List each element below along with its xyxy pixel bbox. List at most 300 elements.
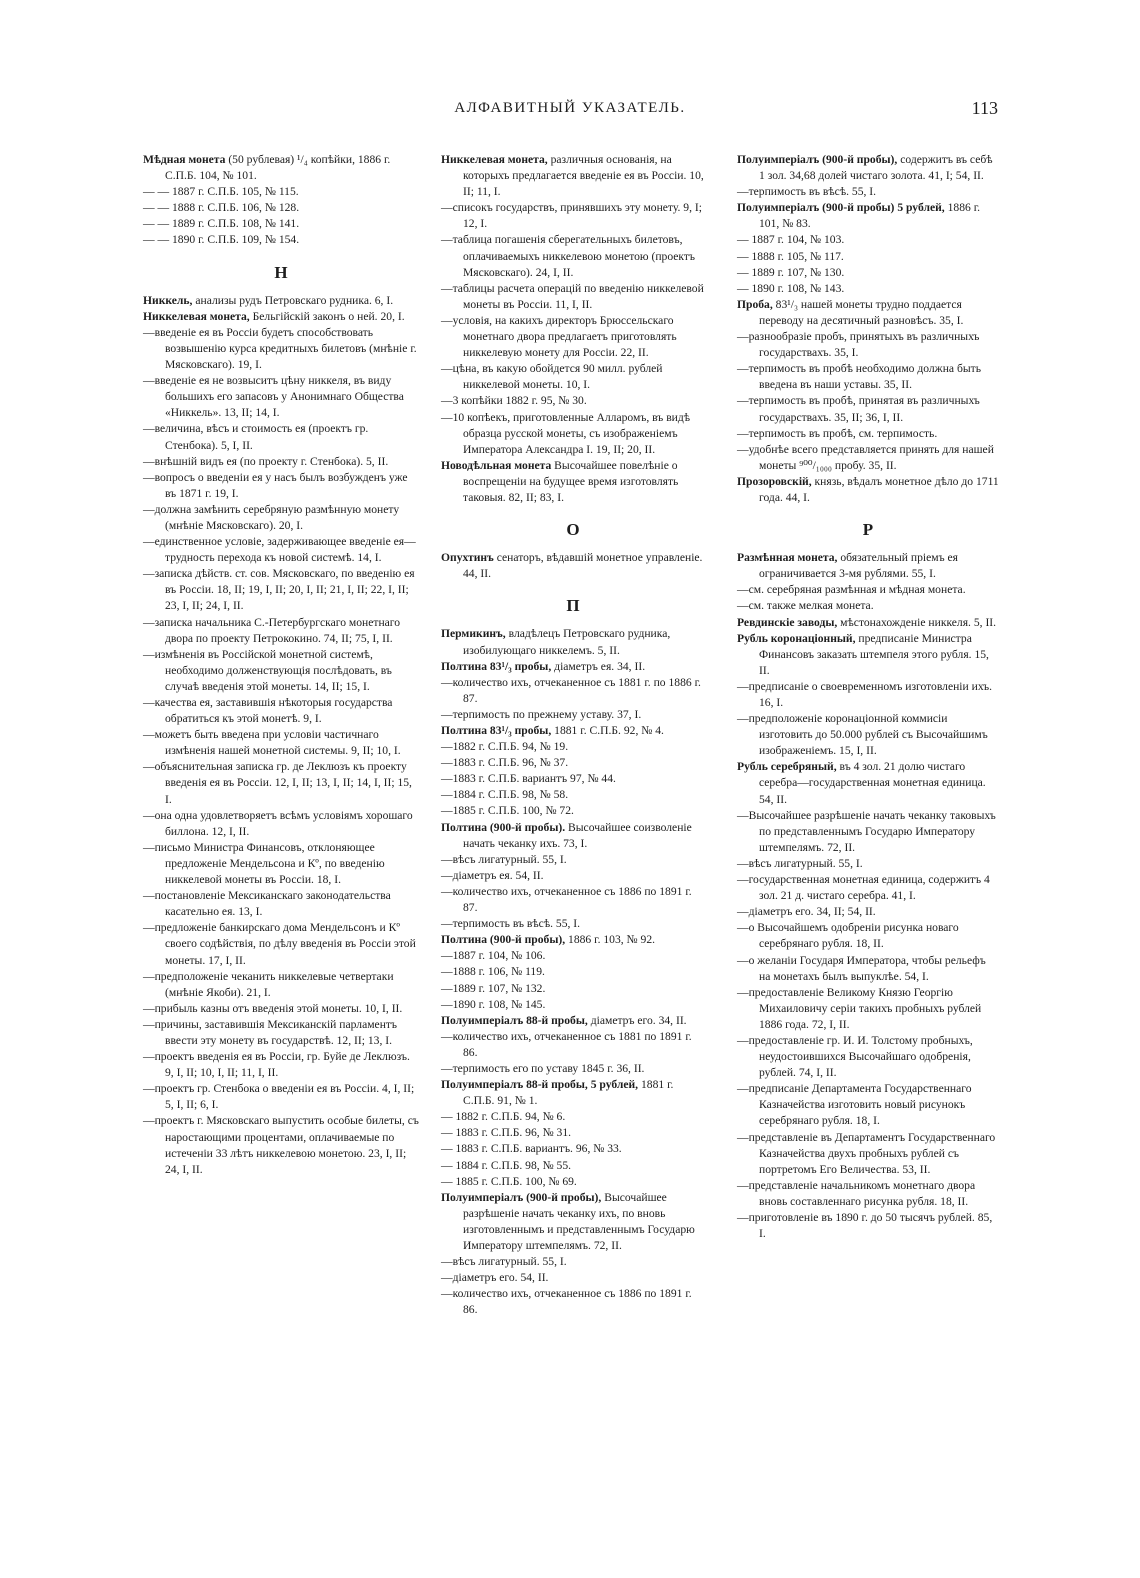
- index-subentry: [441, 948, 705, 964]
- index-subentry: [737, 281, 999, 297]
- dash-marker: —: [737, 583, 749, 597]
- dash-marker: —: [143, 374, 155, 388]
- index-subentry: [143, 470, 419, 502]
- dash-marker: —: [143, 760, 155, 774]
- dash-marker: —: [143, 1114, 155, 1128]
- index-subentry: [737, 426, 999, 442]
- dash-marker: —: [441, 201, 453, 215]
- dash-marker: —: [737, 362, 749, 376]
- index-subentry: [441, 1174, 705, 1190]
- index-subentry: [143, 421, 419, 453]
- entry-text: проектъ гр. Стенбока о введеніи ея въ Россіи. 4, I, II; 5, I, II; 6, I.: [154, 1082, 415, 1112]
- dash-marker: —: [143, 889, 155, 903]
- dash-marker: —: [441, 852, 453, 866]
- running-header: АЛФАВИТНЫЙ УКАЗАТЕЛЬ.: [454, 100, 686, 116]
- dash-marker: —: [441, 884, 453, 898]
- entry-text: 1883 г. С.П.Б. вариантъ 97, № 44.: [452, 772, 616, 786]
- dash-marker: —: [143, 1082, 155, 1096]
- entry-heading: Опухтинъ: [441, 551, 494, 565]
- index-subentry: [737, 808, 999, 856]
- page-number: 113: [971, 98, 998, 118]
- entry-text: письмо Министра Финансовъ, отклоняющее предложеніе Мендельсона и Кº, по введенію никкелевой монеты въ Россіи. 18, I.: [154, 840, 385, 887]
- index-subentry: [441, 1286, 705, 1318]
- entry-heading: Полуимперіалъ 88-й пробы, 5 рублей,: [441, 1078, 639, 1092]
- entry-text: въ 4 зол. 21 долю чистаго серебра—государственная монетная единица. 54, II.: [759, 760, 986, 806]
- index-subentry: [143, 200, 419, 216]
- dash-marker: —: [737, 1082, 749, 1096]
- entry-text: 1883 г. С.П.Б. 96, № 37.: [452, 756, 569, 770]
- entry-text: (50 рублевая) ¹/₄ копѣйки, 1886 г. С.П.Б. 104, № 101.: [165, 153, 391, 183]
- entry-heading: Полтина (900-й пробы),: [441, 933, 566, 947]
- entry-text: Высочайшее соизволеніе начать чеканку ихъ. 73, I.: [463, 820, 692, 850]
- index-subentry: [737, 1178, 999, 1210]
- dash-marker: —: [143, 1050, 155, 1064]
- entry-text: — 1888 г. 105, № 117.: [737, 249, 844, 263]
- index-subentry: [143, 216, 419, 232]
- index-subentry: [143, 920, 419, 968]
- entry-text: предложеніе банкирскаго дома Мендельсонъ и Кº своего содѣйствія, по дѣлу введенія въ Россіи этой монеты. 17, I, II.: [154, 921, 416, 967]
- entry-text: единственное условіе, задерживающее введеніе ея—трудность перехода къ новой системѣ. 14, I.: [154, 535, 416, 565]
- entry-text: измѣненія въ Россійской монетной системѣ, необходимо долженствующія послѣдовать, въ случаѣ введенія этой монеты. 14, II; 15, I.: [154, 647, 392, 693]
- index-subentry: [737, 920, 999, 952]
- index-column-2: [441, 152, 705, 1318]
- index-subentry: [441, 884, 705, 916]
- entry-text: обязательный пріемъ ея ограничивается 3-мя рублями. 55, I.: [759, 551, 958, 581]
- dash-marker: —: [143, 567, 155, 581]
- index-entry: [737, 474, 999, 506]
- index-subentry: [441, 916, 705, 932]
- entry-text: предоставленіе гр. И. И. Толстому пробныхъ, неудостоившихся Высочайшаго одобренія, рублей. 74, I, II.: [748, 1033, 973, 1080]
- index-subentry: [737, 953, 999, 985]
- entry-text: — 1882 г. С.П.Б. 94, № 6.: [441, 1110, 566, 1124]
- index-entry: [143, 293, 419, 309]
- index-entry: [737, 152, 999, 184]
- section-letter: Н: [274, 262, 288, 282]
- entry-heading: Полуимперіалъ (900-й пробы),: [441, 1190, 602, 1204]
- entry-text: — — 1888 г. С.П.Б. 106, № 128.: [143, 201, 300, 215]
- entry-text: терпимость въ пробѣ, принятая въ различныхъ государствахъ. 35, II; 36, I, II.: [748, 394, 980, 424]
- index-subentry: [737, 582, 999, 598]
- index-subentry: [143, 1113, 419, 1177]
- index-entry: [441, 932, 705, 948]
- entry-text: величина, вѣсъ и стоимость ея (проектъ гр. Стенбока). 5, I, II.: [154, 422, 369, 452]
- entry-heading: Мѣдная монета: [143, 153, 226, 166]
- index-entry: [441, 1190, 705, 1254]
- dash-marker: —: [737, 808, 749, 822]
- index-subentry: [737, 1130, 999, 1178]
- entry-text: вѣсъ лигатурный. 55, I.: [748, 856, 863, 870]
- index-subentry: [143, 759, 419, 807]
- index-subentry: [441, 675, 705, 707]
- entry-text: таблицы расчета операцій по введенію никкелевой монеты въ Россіи. 11, I, II.: [452, 281, 704, 311]
- dash-marker: —: [737, 985, 749, 999]
- dash-marker: —: [441, 1287, 453, 1301]
- entry-text: вѣсъ лигатурный. 55, I.: [452, 1255, 567, 1269]
- dash-marker: —: [441, 949, 453, 963]
- entry-text: терпимость въ пробѣ, см. терпимость.: [748, 426, 938, 440]
- index-subentry: [143, 325, 419, 373]
- dash-marker: —: [441, 756, 453, 770]
- entry-text: 10 копѣекъ, приготовленные Алларомъ, въ видѣ образца русской монеты, съ изображеніемъ Императора Александра I. 19, II; 20, II.: [452, 410, 691, 456]
- entry-heading: Новодѣльная монета: [441, 458, 552, 472]
- entry-heading: Полтина (900-й пробы).: [441, 820, 566, 834]
- index-subentry: [441, 1029, 705, 1061]
- entry-text: 1889 г. 107, № 132.: [452, 981, 546, 995]
- index-entry: [737, 550, 999, 582]
- index-subentry: [441, 1158, 705, 1174]
- entry-text: см. серебряная размѣнная и мѣдная монета.: [748, 583, 966, 597]
- index-subentry: [143, 840, 419, 888]
- index-subentry: [737, 872, 999, 904]
- entry-text: причины, заставившія Мексиканскій парламентъ ввести эту монету въ государствѣ. 12, II; 13, I.: [154, 1017, 397, 1047]
- index-subentry: [441, 771, 705, 787]
- index-subentry: [441, 964, 705, 980]
- index-entry: [441, 723, 705, 739]
- index-subentry: [737, 679, 999, 711]
- index-subentry: [737, 329, 999, 361]
- entry-text: списокъ государствъ, принявшихъ эту монету. 9, I; 12, I.: [452, 201, 702, 231]
- dash-marker: —: [441, 1029, 453, 1043]
- entry-heading: Ревдинскіе заводы,: [737, 615, 838, 629]
- index-subentry: [441, 361, 705, 393]
- section-letter: П: [566, 596, 580, 616]
- entry-text: — — 1889 г. С.П.Б. 108, № 141.: [143, 217, 300, 231]
- entry-text: — — 1890 г. С.П.Б. 109, № 154.: [143, 233, 300, 247]
- entry-text: см. также мелкая монета.: [748, 599, 874, 613]
- entry-text: количество ихъ, отчеканенное съ 1886 по 1891 г. 86.: [452, 1287, 692, 1317]
- index-subentry: [441, 981, 705, 997]
- entry-text: приготовленіе въ 1890 г. до 50 тысячъ рублей. 85, I.: [748, 1211, 993, 1241]
- entry-text: условія, на какихъ директоръ Брюссельскаго монетнаго двора предлагаетъ приготовлять никкелевую монету для Россіи. 22, II.: [452, 313, 677, 360]
- dash-marker: —: [737, 442, 749, 456]
- dash-marker: —: [737, 599, 749, 613]
- index-subentry: [441, 707, 705, 723]
- entry-text: вопросъ о введеніи ея у насъ былъ возбужденъ уже въ 1871 г. 19, I.: [154, 470, 408, 500]
- index-entry: [441, 820, 705, 852]
- index-subentry: [441, 1061, 705, 1077]
- index-subentry: [441, 803, 705, 819]
- entry-text: діаметръ его. 34, II.: [587, 1013, 687, 1027]
- entry-text: различныя основанія, на которыхъ предлагается введеніе ея въ Россіи. 10, II; 11, I.: [463, 153, 704, 199]
- entry-text: — 1884 г. С.П.Б. 98, № 55.: [441, 1158, 572, 1172]
- index-subentry: [143, 888, 419, 920]
- index-subentry: [737, 598, 999, 614]
- entry-heading: Полуимперіалъ 88-й пробы,: [441, 1013, 588, 1027]
- entry-text: — — 1887 г. С.П.Б. 105, № 115.: [143, 185, 299, 199]
- entry-text: должна замѣнить серебряную размѣнную монету (мнѣніе Мясковскаго). 20, I.: [154, 502, 400, 532]
- index-entry: [441, 659, 705, 675]
- entry-text: Высочайшее разрѣшеніе начать чеканку ихъ, по вновь изготовленнымъ и представленнымъ Государю Императору штемпелямъ. 72, II.: [463, 1190, 695, 1252]
- dash-marker: —: [143, 696, 155, 709]
- index-subentry: [143, 727, 419, 759]
- index-subentry: [737, 1033, 999, 1081]
- dash-marker: —: [441, 788, 453, 802]
- dash-marker: —: [441, 410, 453, 424]
- index-subentry: [441, 1270, 705, 1286]
- index-subentry: [441, 1125, 705, 1141]
- entry-text: 3 копѣйки 1882 г. 95, № 30.: [452, 394, 587, 408]
- entry-heading: Проба,: [737, 297, 773, 311]
- index-entry: [441, 550, 705, 582]
- index-subentry: [441, 1109, 705, 1125]
- entry-text: удобнѣе всего представляется принять для нашей монеты ⁹⁰⁰/₁₀₀₀ пробу. 35, II.: [748, 442, 994, 472]
- dash-marker: —: [441, 1271, 453, 1285]
- index-subentry: [441, 868, 705, 884]
- dash-marker: —: [737, 856, 749, 870]
- dash-marker: —: [143, 647, 155, 661]
- index-subentry: [143, 534, 419, 566]
- entry-heading: Никкель,: [143, 293, 193, 307]
- index-subentry: [737, 856, 999, 872]
- index-subentry: [737, 1210, 999, 1242]
- dash-marker: —: [441, 965, 453, 979]
- dash-marker: —: [441, 675, 453, 689]
- index-subentry: [441, 1254, 705, 1270]
- entry-text: 1885 г. С.П.Б. 100, № 72.: [452, 804, 574, 818]
- index-subentry: [441, 1141, 705, 1157]
- entry-text: 1881 г. С.П.Б. 92, № 4.: [551, 724, 664, 737]
- entry-text: проектъ введенія ея въ Россіи, гр. Буйе де Леклюзъ. 9, I, II; 10, I, II; 11, I, II.: [154, 1050, 410, 1080]
- index-subentry: [441, 393, 705, 409]
- index-subentry: [143, 373, 419, 421]
- index-subentry: [737, 442, 999, 474]
- dash-marker: —: [737, 905, 749, 919]
- dash-marker: —: [441, 981, 453, 995]
- entry-text: она одна удовлетворяетъ всѣмъ условіямъ хорошаго биллона. 12, I, II.: [154, 808, 413, 838]
- dash-marker: —: [441, 1255, 453, 1269]
- index-subentry: [441, 852, 705, 868]
- index-subentry: [737, 184, 999, 200]
- entry-text: діаметръ его. 34, II; 54, II.: [748, 905, 876, 919]
- index-subentry: [737, 361, 999, 393]
- dash-marker: —: [441, 997, 453, 1011]
- entry-text: — 1887 г. 104, № 103.: [737, 233, 845, 247]
- index-subentry: [737, 393, 999, 425]
- entry-text: цѣна, въ какую обойдется 90 милл. рублей никкелевой монеты. 10, I.: [452, 362, 663, 392]
- entry-text: Бельгійскій законъ о ней. 20, I.: [249, 309, 405, 323]
- dash-marker: —: [441, 917, 453, 931]
- dash-marker: —: [441, 233, 453, 247]
- section-letter: О: [566, 520, 580, 540]
- entry-text: о Высочайшемъ одобреніи рисунка новаго серебрянаго рубля. 18, II.: [748, 921, 959, 951]
- entry-text: содержитъ въ себѣ 1 зол. 34,68 долей чистаго золота. 41, I; 54, II.: [759, 153, 993, 183]
- index-subentry: [441, 200, 705, 232]
- entry-text: сенаторъ, вѣдавшій монетное управленіе. 44, II.: [463, 551, 703, 581]
- index-entry: [737, 759, 999, 807]
- entry-text: терпимость въ вѣсѣ. 55, I.: [452, 917, 581, 931]
- entry-text: 1886 г. 101, № 83.: [759, 201, 981, 231]
- entry-text: терпимость въ вѣсѣ. 55, I.: [748, 185, 877, 199]
- entry-text: 1887 г. 104, № 106.: [452, 949, 546, 963]
- index-entry: [737, 631, 999, 679]
- entry-text: разнообразіе пробъ, принятыхъ въ различныхъ государствахъ. 35, I.: [748, 330, 980, 360]
- index-subentry: [143, 184, 419, 200]
- index-entry: [441, 152, 705, 200]
- dash-marker: —: [737, 1178, 749, 1192]
- dash-marker: —: [737, 330, 749, 344]
- entry-text: князь, вѣдалъ монетное дѣло до 1711 года. 44, I.: [759, 474, 999, 504]
- entry-heading: Полтина 83¹/₃ пробы,: [441, 659, 552, 673]
- entry-text: — 1889 г. 107, № 130.: [737, 265, 845, 279]
- entry-text: вѣсъ лигатурный. 55, I.: [452, 852, 567, 866]
- dash-marker: —: [143, 921, 155, 935]
- entry-text: предположеніе чеканить никкелевые четвертаки (мнѣніе Якоби). 21, I.: [154, 969, 394, 999]
- dash-marker: —: [143, 808, 155, 822]
- entry-heading: Полуимперіалъ (900-й пробы) 5 рублей,: [737, 201, 945, 215]
- entry-heading: Рубль серебряный,: [737, 760, 837, 774]
- entry-text: представленіе въ Департаментъ Государственнаго Казначейства двухъ пробныхъ рублей съ портретомъ Его Величества. 53, II.: [748, 1130, 996, 1176]
- entry-text: количество ихъ, отчеканенное съ 1886 по 1891 г. 87.: [452, 884, 692, 915]
- dash-marker: —: [441, 707, 453, 721]
- index-subentry: [737, 904, 999, 920]
- entry-text: записка начальника С.-Петербургскаго монетнаго двора по проекту Петрококино. 74, II; 75, I, II.: [154, 615, 401, 645]
- dash-marker: —: [737, 953, 749, 967]
- entry-text: 1890 г. 108, № 145.: [452, 997, 546, 1011]
- dash-marker: —: [143, 840, 155, 854]
- entry-text: можетъ быть введена при условіи частичнаго измѣненія нашей монетной системы. 9, II; 10, I.: [154, 728, 401, 758]
- entry-text: таблица погашенія сберегательныхъ билетовъ, оплачиваемыхъ никкелевою монетою (проектъ Мясковскаго). 24, I, II.: [452, 233, 695, 279]
- entry-text: предписаніе Министра Финансовъ заказать штемпеля этого рубля. 15, II.: [759, 631, 989, 677]
- dash-marker: —: [143, 615, 155, 629]
- entry-text: 1884 г. С.П.Б. 98, № 58.: [452, 788, 569, 802]
- entry-text: 1882 г. С.П.Б. 94, № 19.: [452, 740, 569, 754]
- entry-text: о желаніи Государя Императора, чтобы рельефъ на монетахъ былъ выпуклѣе. 54, I.: [748, 953, 986, 983]
- entry-heading: Пермикинъ,: [441, 627, 506, 641]
- dash-marker: —: [441, 868, 453, 882]
- index-subentry: [441, 232, 705, 280]
- entry-heading: Полуимперіалъ (900-й пробы),: [737, 153, 898, 166]
- dash-marker: —: [143, 454, 155, 468]
- dash-marker: —: [737, 1130, 749, 1144]
- entry-text: проектъ г. Мясковскаго выпустить особые билеты, съ наростающими процентами, оплачиваемые по истеченіи 33 лѣтъ никкелевою монетою. 23, I, II; 24, I, II.: [154, 1114, 419, 1176]
- entry-text: мѣстонахожденіе никкеля. 5, II.: [837, 615, 997, 629]
- dash-marker: —: [143, 502, 155, 516]
- index-subentry: [737, 232, 999, 248]
- entry-text: 1888 г. 106, № 119.: [452, 965, 545, 979]
- index-column-1: [143, 152, 419, 1178]
- entry-text: представленіе начальникомъ монетнаго двора вновь составленнаго рисунка рубля. 18, II.: [748, 1178, 976, 1208]
- entry-text: введеніе ея не возвыситъ цѣну никкеля, въ виду большихъ его запасовъ у Анонимнаго Общества «Никкель». 13, II; 14, I.: [154, 374, 404, 420]
- index-subentry: [441, 997, 705, 1013]
- dash-marker: —: [737, 185, 749, 199]
- entry-text: предписаніе о своевременномъ изготовленіи ихъ. 16, I.: [748, 679, 993, 709]
- entry-text: качества ея, заставившія нѣкоторыя государства обратиться къ этой монетѣ. 9, I.: [154, 696, 393, 726]
- index-subentry: [143, 1001, 419, 1017]
- entry-text: Высочайшее разрѣшеніе начать чеканку таковыхъ по представленнымъ Государю Императору штемпелямъ. 72, II.: [748, 808, 996, 854]
- index-entry: [737, 615, 999, 631]
- entry-text: записка дѣйств. ст. сов. Мясковскаго, по введенію ея въ Россіи. 18, II; 19, I, II; 20, I, II; 21, I, II; 22, I, II; 23, I, II; 24, I, II.: [154, 567, 415, 613]
- entry-text: діаметръ его. 54, II.: [452, 1271, 549, 1285]
- entry-text: предоставленіе Великому Князю Георгію Михаиловичу серіи такихъ пробныхъ рублей 1886 года. 72, I, II.: [748, 985, 982, 1031]
- dash-marker: —: [737, 426, 749, 440]
- dash-marker: —: [441, 740, 453, 754]
- dash-marker: —: [143, 535, 155, 549]
- entry-text: — 1883 г. С.П.Б. вариантъ. 96, № 33.: [441, 1142, 622, 1156]
- index-subentry: [441, 755, 705, 771]
- entry-text: 83¹/₃ нашей монеты трудно поддается переводу на десятичный разновѣсъ. 35, I.: [759, 297, 964, 327]
- index-subentry: [143, 454, 419, 470]
- entry-text: 1881 г. С.П.Б. 91, № 1.: [463, 1078, 674, 1108]
- index-subentry: [143, 615, 419, 647]
- entry-text: діаметръ ея. 54, II.: [452, 868, 544, 882]
- index-entry: [441, 1077, 705, 1109]
- index-subentry: [737, 1081, 999, 1129]
- index-subentry: [143, 1017, 419, 1049]
- entry-text: предписаніе Департамента Государственнаго Казначейства изготовить новый рисунокъ серебрянаго рубля. 18, I.: [748, 1082, 972, 1128]
- entry-text: Высочайшее повелѣніе о воспрещеніи на будущее время изготовлять таковыя. 82, II; 83, I.: [463, 458, 679, 504]
- entry-text: внѣшній видъ ея (по проекту г. Стенбока). 5, II.: [154, 454, 389, 468]
- entry-text: терпимость въ пробѣ необходимо должна быть введена въ наши уставы. 35, II.: [748, 362, 981, 392]
- index-entry: [441, 1013, 705, 1029]
- dash-marker: —: [441, 804, 453, 818]
- index-subentry: [737, 265, 999, 281]
- dash-marker: —: [441, 1061, 453, 1075]
- dash-marker: —: [441, 313, 453, 327]
- dash-marker: —: [737, 712, 749, 726]
- dash-marker: —: [143, 728, 155, 742]
- index-subentry: [143, 566, 419, 614]
- entry-heading: Размѣнная монета,: [737, 551, 838, 565]
- index-entry: [441, 458, 705, 506]
- entry-text: — 1885 г. С.П.Б. 100, № 69.: [441, 1174, 577, 1188]
- index-subentry: [143, 808, 419, 840]
- entry-text: владѣлецъ Петровскаго рудника, изобилующаго никкелемъ. 5, II.: [463, 627, 671, 657]
- index-entry: [737, 200, 999, 232]
- dash-marker: —: [441, 362, 453, 376]
- dash-marker: —: [441, 394, 453, 408]
- dash-marker: —: [143, 325, 155, 339]
- dash-marker: —: [737, 1211, 749, 1224]
- index-subentry: [737, 711, 999, 759]
- entry-heading: Никкелевая монета,: [143, 309, 250, 323]
- entry-text: 1886 г. 103, № 92.: [565, 933, 656, 947]
- index-subentry: [143, 232, 419, 248]
- index-subentry: [441, 739, 705, 755]
- dash-marker: —: [737, 394, 749, 408]
- index-entry: [441, 626, 705, 658]
- entry-heading: Полтина 83¹/₃ пробы,: [441, 724, 552, 737]
- entry-text: — 1883 г. С.П.Б. 96, № 31.: [441, 1126, 572, 1140]
- dash-marker: —: [737, 1033, 749, 1047]
- index-subentry: [143, 969, 419, 1001]
- dash-marker: —: [737, 679, 749, 693]
- entry-heading: Прозоровскій,: [737, 474, 812, 488]
- entry-text: постановленіе Мексиканскаго законодательства касательно ея. 13, I.: [154, 889, 391, 919]
- entry-text: введеніе ея въ Россіи будетъ способствовать возвышенію курса кредитныхъ билетовъ (мнѣніе г. Мясковскаго). 19, I.: [154, 325, 417, 372]
- index-subentry: [441, 313, 705, 361]
- entry-text: государственная монетная единица, содержитъ 4 зол. 21 д. чистаго серебра. 41, I.: [748, 873, 990, 903]
- entry-text: терпимость по прежнему уставу. 37, I.: [452, 707, 642, 721]
- entry-text: діаметръ ея. 34, II.: [551, 659, 646, 673]
- entry-text: количество ихъ, отчеканенное съ 1881 по 1891 г. 86.: [452, 1029, 692, 1059]
- index-subentry: [737, 249, 999, 265]
- entry-text: анализы рудъ Петровскаго рудника. 6, I.: [192, 293, 394, 307]
- index-subentry: [143, 695, 419, 727]
- entry-text: прибыль казны отъ введенія этой монеты. 10, I, II.: [154, 1001, 403, 1015]
- dash-marker: —: [143, 1001, 155, 1015]
- dash-marker: —: [143, 969, 155, 983]
- entry-text: терпимость его по уставу 1845 г. 36, II.: [452, 1061, 645, 1075]
- dash-marker: —: [737, 921, 749, 935]
- index-subentry: [441, 410, 705, 458]
- index-subentry: [143, 1049, 419, 1081]
- index-entry: [737, 297, 999, 329]
- index-subentry: [737, 985, 999, 1033]
- entry-heading: Никкелевая монета,: [441, 153, 548, 166]
- dash-marker: —: [143, 422, 155, 436]
- index-entry: [143, 152, 419, 184]
- dash-marker: —: [441, 772, 453, 786]
